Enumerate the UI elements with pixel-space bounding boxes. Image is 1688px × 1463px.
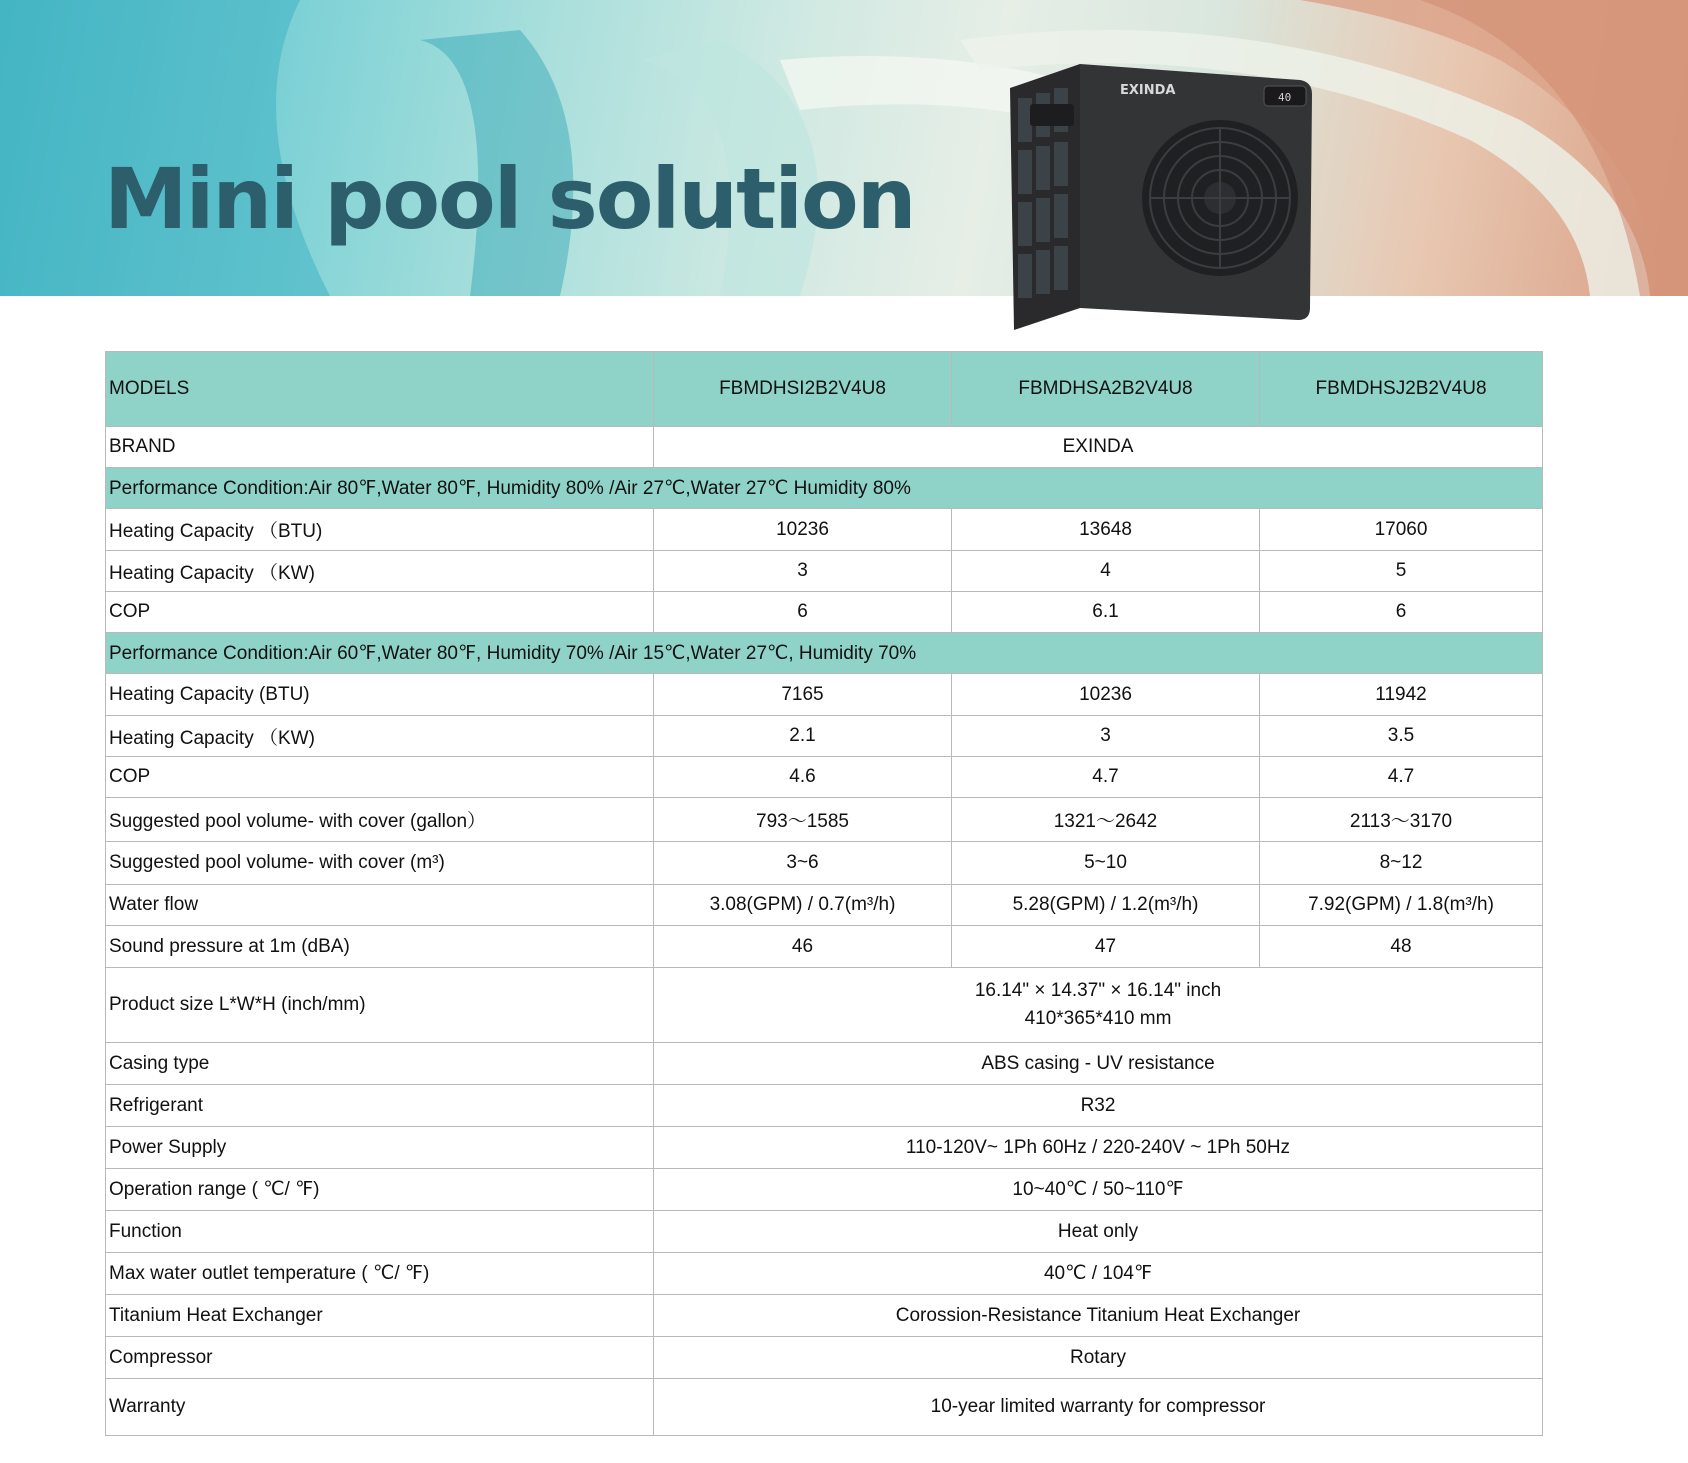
table-row xyxy=(106,1127,1543,1169)
row-value: 10~40℃ / 50~110℉ xyxy=(654,1169,1543,1211)
table-row xyxy=(106,592,1543,633)
row-value: 5~10 xyxy=(952,842,1260,885)
product-size-mm: 410*365*410 mm xyxy=(1024,1008,1172,1029)
row-label: Casing type xyxy=(106,1043,654,1085)
row-label: Product size L*W*H (inch/mm) xyxy=(106,968,654,1043)
row-value: 11942 xyxy=(1260,674,1543,716)
row-value: 4.6 xyxy=(654,757,952,798)
page-title: Mini pool solution xyxy=(104,150,915,248)
row-value: 3 xyxy=(952,716,1260,757)
condition-row-1 xyxy=(106,468,1543,509)
row-value: 17060 xyxy=(1260,509,1543,551)
product-size-row xyxy=(106,968,1543,1043)
row-label: Titanium Heat Exchanger xyxy=(106,1295,654,1337)
row-value: 5 xyxy=(1260,551,1543,592)
row-label: Power Supply xyxy=(106,1127,654,1169)
row-label: Suggested pool volume- with cover (m³) xyxy=(106,842,654,885)
product-size-inch: 16.14" × 14.37" × 16.14" inch xyxy=(974,980,1222,1001)
table-row xyxy=(106,1169,1543,1211)
row-value: 40℃ / 104℉ xyxy=(654,1253,1543,1295)
pool-background-image xyxy=(0,0,1688,296)
table-row xyxy=(106,509,1543,551)
row-value: 13648 xyxy=(952,509,1260,551)
brand-row xyxy=(106,427,1543,468)
row-value: 10236 xyxy=(654,509,952,551)
model-1: FBMDHSI2B2V4U8 xyxy=(654,352,952,427)
row-value: 3.5 xyxy=(1260,716,1543,757)
row-label: Warranty xyxy=(106,1379,654,1436)
row-label: COP xyxy=(106,757,654,798)
row-value: Rotary xyxy=(654,1337,1543,1379)
models-row xyxy=(106,352,1543,427)
model-2: FBMDHSA2B2V4U8 xyxy=(952,352,1260,427)
table-row xyxy=(106,674,1543,716)
condition-2: Performance Condition:Air 60℉,Water 80℉, Humidity 70% /Air 15℃,Water 27℃, Humidity 70% xyxy=(106,633,1543,674)
row-value: Heat only xyxy=(654,1211,1543,1253)
row-value: 6.1 xyxy=(952,592,1260,633)
row-value: 48 xyxy=(1260,926,1543,968)
row-label: COP xyxy=(106,592,654,633)
row-label: Max water outlet temperature ( ℃/ ℉) xyxy=(106,1253,654,1295)
table-row xyxy=(106,1337,1543,1379)
models-label: MODELS xyxy=(106,352,654,427)
row-value: 10-year limited warranty for compressor xyxy=(654,1379,1543,1436)
table-row xyxy=(106,1379,1543,1436)
heat-pump-product-image xyxy=(1000,58,1320,340)
spec-table xyxy=(105,351,1543,1436)
svg-text:EXINDA: EXINDA xyxy=(1120,83,1176,98)
table-row xyxy=(106,842,1543,885)
row-label: Compressor xyxy=(106,1337,654,1379)
row-label: Sound pressure at 1m (dBA) xyxy=(106,926,654,968)
condition-row-2 xyxy=(106,633,1543,674)
row-value: 793～1585 xyxy=(654,798,952,842)
table-row xyxy=(106,757,1543,798)
row-label: Water flow xyxy=(106,885,654,926)
row-value: 47 xyxy=(952,926,1260,968)
row-value: ABS casing - UV resistance xyxy=(654,1043,1543,1085)
brand-label: BRAND xyxy=(106,427,654,468)
row-value: 4.7 xyxy=(952,757,1260,798)
row-value: 3~6 xyxy=(654,842,952,885)
table-row xyxy=(106,885,1543,926)
row-label: Heating Capacity （BTU) xyxy=(106,509,654,551)
row-value: 4 xyxy=(952,551,1260,592)
table-row xyxy=(106,1211,1543,1253)
table-row xyxy=(106,1043,1543,1085)
hero-banner xyxy=(0,0,1688,296)
row-value: 110-120V~ 1Ph 60Hz / 220-240V ~ 1Ph 50Hz xyxy=(654,1127,1543,1169)
row-value: 1321～2642 xyxy=(952,798,1260,842)
row-label: Heating Capacity （KW) xyxy=(106,716,654,757)
row-label: Function xyxy=(106,1211,654,1253)
brand-value: EXINDA xyxy=(654,427,1543,468)
table-row xyxy=(106,1253,1543,1295)
table-row xyxy=(106,1085,1543,1127)
row-value: Corossion-Resistance Titanium Heat Exchanger xyxy=(654,1295,1543,1337)
row-label: Refrigerant xyxy=(106,1085,654,1127)
table-row xyxy=(106,926,1543,968)
svg-text:40: 40 xyxy=(1278,91,1292,104)
row-label: Suggested pool volume- with cover (gallon） xyxy=(106,798,654,842)
row-value: 5.28(GPM) / 1.2(m³/h) xyxy=(952,885,1260,926)
row-value: 2113～3170 xyxy=(1260,798,1543,842)
product-size-value xyxy=(654,968,1543,1043)
row-value: R32 xyxy=(654,1085,1543,1127)
row-value: 2.1 xyxy=(654,716,952,757)
table-row xyxy=(106,798,1543,842)
row-label: Heating Capacity （KW) xyxy=(106,551,654,592)
row-label: Heating Capacity (BTU) xyxy=(106,674,654,716)
table-row xyxy=(106,551,1543,592)
row-value: 7.92(GPM) / 1.8(m³/h) xyxy=(1260,885,1543,926)
row-value: 46 xyxy=(654,926,952,968)
table-row xyxy=(106,1295,1543,1337)
condition-1: Performance Condition:Air 80℉,Water 80℉, Humidity 80% /Air 27℃,Water 27℃ Humidity 80% xyxy=(106,468,1543,509)
row-value: 7165 xyxy=(654,674,952,716)
row-label: Operation range ( ℃/ ℉) xyxy=(106,1169,654,1211)
row-value: 6 xyxy=(1260,592,1543,633)
row-value: 6 xyxy=(654,592,952,633)
row-value: 8~12 xyxy=(1260,842,1543,885)
model-3: FBMDHSJ2B2V4U8 xyxy=(1260,352,1543,427)
row-value: 3.08(GPM) / 0.7(m³/h) xyxy=(654,885,952,926)
table-row xyxy=(106,716,1543,757)
row-value: 10236 xyxy=(952,674,1260,716)
row-value: 4.7 xyxy=(1260,757,1543,798)
row-value: 3 xyxy=(654,551,952,592)
